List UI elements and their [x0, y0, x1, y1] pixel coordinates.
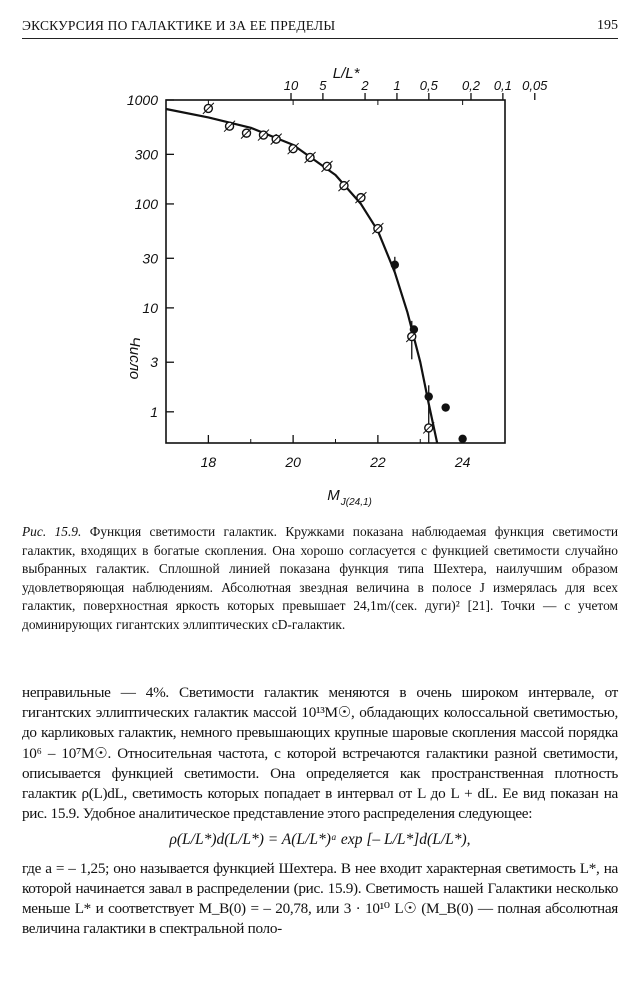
- filled-circle-point: [391, 261, 399, 269]
- top-axis-label: L/L*: [332, 65, 360, 82]
- x-tick-label: 22: [370, 454, 386, 470]
- y-tick-label: 1: [150, 403, 158, 420]
- y-tick-label: 100: [134, 195, 158, 212]
- figure-caption: [22, 523, 618, 635]
- top-tick-label: 1: [393, 78, 401, 93]
- x-axis-label-subscript: J(24,1): [340, 497, 372, 508]
- plot-frame: [166, 100, 505, 443]
- caption-label: Рис. 15.9.: [22, 524, 82, 539]
- caption-text: Функция светимости галактик. Кружками показана наблюдаемая функция светимости галактик, входящих в богатые скопления. Она хорошо согласуется с функцией светимости случайно выбранных галактик. Сплошной линией показана функция типа Шехтера, наилучшим образом удовлетворяющая наблюдениям. Абсолютная звездная величина в полосе J измерялась для всех галактик, поверхностная яркость которых превышает 24,1m/(сек. дуги)² [21]. Точки — с учетом доминирующих гигантских эллиптических cD-галактик.: [22, 524, 619, 632]
- y-tick-label: 300: [134, 146, 158, 163]
- x-tick-label: 20: [285, 454, 301, 470]
- top-tick-label: 0,1: [493, 78, 512, 93]
- y-tick-label: 10: [142, 299, 158, 316]
- schechter-formula: ρ(L/L*)d(L/L*) = A(L/L*)ᵃ exp [– L/L*]d(L/L*),: [169, 831, 471, 849]
- y-tick-label: 3: [150, 354, 158, 371]
- luminosity-chart: [0, 60, 642, 510]
- page-header: [22, 18, 618, 40]
- x-tick-label: 24: [454, 454, 471, 470]
- top-tick-label: 0,2: [461, 78, 481, 93]
- x-axis-label-main: M: [327, 487, 340, 504]
- filled-circle-point: [425, 392, 433, 400]
- running-title: ЭКСКУРСИЯ ПО ГАЛАКТИКЕ И ЗА ЕЕ ПРЕДЕЛЫ: [22, 18, 336, 33]
- schechter-curve: [166, 109, 437, 443]
- filled-circle-point: [410, 325, 418, 333]
- top-tick-label: 5: [319, 78, 327, 93]
- page-number: 195: [597, 18, 618, 33]
- x-tick-label: 18: [200, 454, 217, 470]
- paragraph-1: неправильные — 4%. Светимости галактик меняются в очень широком интервале, от гигантских эллиптических галактик массой 10¹³M☉, обладающих колоссальной светимостью, до карликовых галактик, немного превышающих крупные шаровые скопления массой порядка 10⁶ – 10⁷M☉. Относительная частота, с которой встречаются галактики разной светимости, описывается функцией светимости. Она определяется как пространственная плотность галактик ρ(L)dL, светимость которых попадает в интервал от L до L + dL. Ее вид показан на рис. 15.9. Удобное аналитическое представление этого распределения следующее:: [22, 684, 618, 823]
- header-rule: [22, 38, 618, 39]
- y-axis-label: Число: [126, 336, 143, 380]
- top-tick-label: 0,5: [419, 78, 438, 93]
- top-tick-label: 10: [283, 78, 299, 93]
- filled-circle-point: [458, 435, 466, 443]
- filled-circle-point: [441, 403, 449, 411]
- top-tick-label: 0,05: [522, 78, 548, 93]
- figure-luminosity-function: [0, 60, 642, 515]
- top-tick-label: 2: [361, 78, 369, 93]
- paragraph-2: где a = – 1,25; оно называется функцией Шехтера. В нее входит характерная светимость L*, на которой начинается завал в распределении (рис. 15.9). Светимость нашей Галактики несколько меньше L* и соответствует M_B(0) = – 20,78, или 3 · 10¹⁰ L☉ (M_B(0) — полная абсолютная величина галактики в спектральной поло-: [22, 859, 618, 938]
- body-text: [22, 683, 618, 939]
- y-tick-label: 30: [142, 250, 158, 267]
- y-tick-label: 1000: [126, 92, 158, 108]
